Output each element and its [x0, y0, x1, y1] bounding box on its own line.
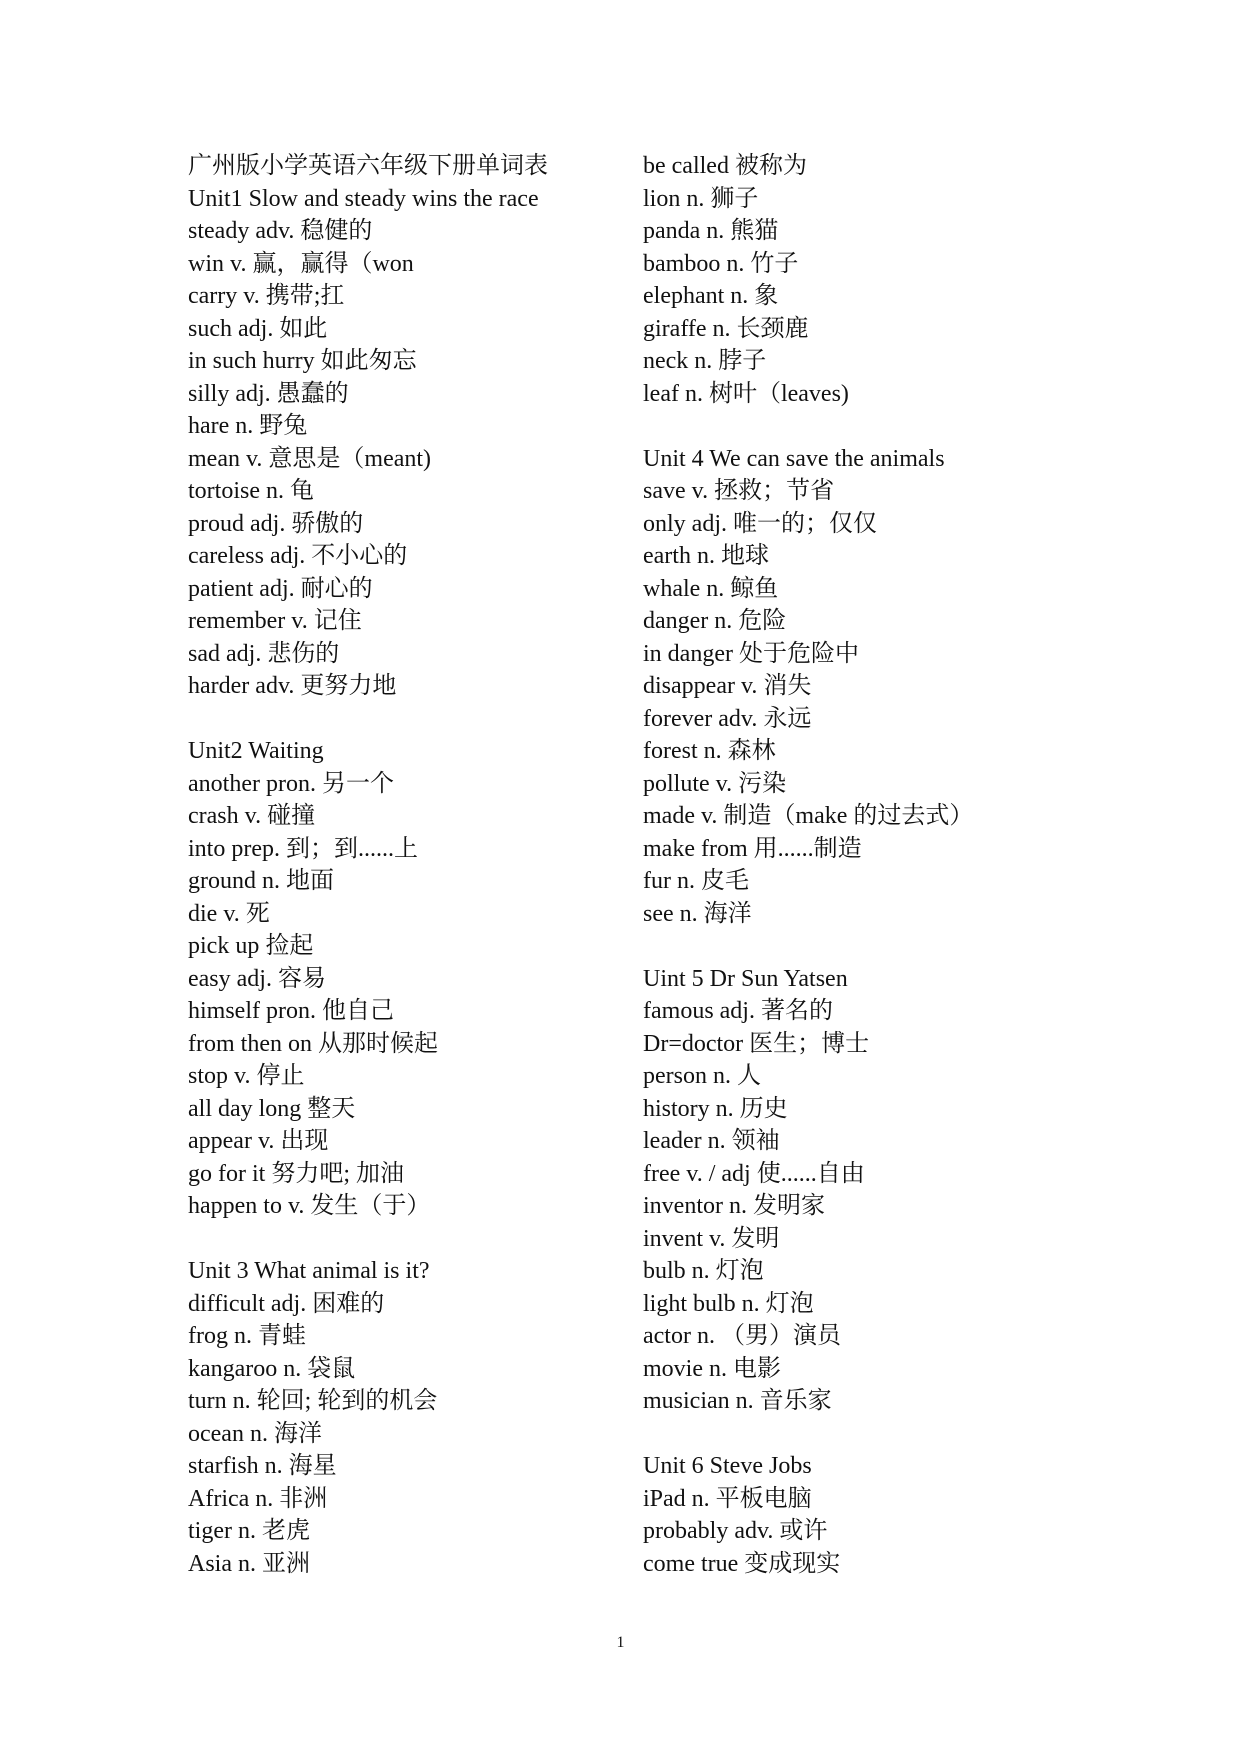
left-column-entry: proud adj. 骄傲的 [188, 510, 364, 537]
blank-line [643, 930, 1073, 963]
right-column-entry: forest n. 森林 [643, 738, 776, 764]
left-column-entry: starfish n. 海星 [188, 1453, 337, 1479]
right-column-entry: actor n. （男）演员 [643, 1323, 841, 1349]
left-column-entry: from then on 从那时候起 [188, 1030, 438, 1057]
left-column-entry: sad adj. 悲伤的 [188, 640, 340, 667]
right-column-entry: leader n. 领袖 [643, 1128, 780, 1154]
left-column-entry: crash v. 碰撞 [188, 803, 316, 829]
left-column-entry: himself pron. 他自己 [188, 998, 394, 1024]
right-column-entry: Unit 6 Steve Jobs [643, 1453, 812, 1479]
right-column-entry: elephant n. 象 [643, 283, 779, 309]
right-column-entry: famous adj. 著名的 [643, 998, 833, 1024]
right-column-entry: earth n. 地球 [643, 543, 769, 569]
left-column-entry: stop v. 停止 [188, 1063, 305, 1089]
right-column-entry: be called 被称为 [643, 153, 807, 179]
left-column-entry: Africa n. 非洲 [188, 1485, 328, 1512]
left-column-entry: kangaroo n. 袋鼠 [188, 1355, 356, 1382]
right-column-entry: musician n. 音乐家 [643, 1388, 832, 1414]
page-number: 1 [616, 1634, 625, 1651]
left-column [188, 150, 618, 1580]
right-column-entry: fur n. 皮毛 [643, 868, 749, 894]
right-column-entry: light bulb n. 灯泡 [643, 1290, 814, 1317]
left-column-entry: happen to v. 发生（于） [188, 1193, 431, 1219]
right-column-entry: probably adv. 或许 [643, 1518, 828, 1544]
right-column-entry: Uint 5 Dr Sun Yatsen [643, 965, 848, 992]
right-column-entry: see n. 海洋 [643, 900, 752, 927]
right-column-entry: disappear v. 消失 [643, 673, 812, 699]
right-column-entry: bulb n. 灯泡 [643, 1258, 764, 1284]
left-column-entry: difficult adj. 困难的 [188, 1290, 385, 1317]
left-column-entry: die v. 死 [188, 900, 270, 927]
blank-line [643, 1418, 1073, 1451]
left-column-entry: all day long 整天 [188, 1095, 356, 1122]
right-column-entry: panda n. 熊猫 [643, 218, 779, 244]
left-column-entry: such adj. 如此 [188, 315, 328, 342]
right-column-entry: giraffe n. 长颈鹿 [643, 315, 809, 342]
left-column-entry: Unit1 Slow and steady wins the race [188, 185, 539, 212]
right-column-entry: inventor n. 发明家 [643, 1193, 825, 1219]
left-column-entry: silly adj. 愚蠢的 [188, 380, 349, 407]
left-column-entry: win v. 赢，赢得（won [188, 250, 414, 277]
left-column-entry: ocean n. 海洋 [188, 1420, 322, 1447]
right-column-entry: only adj. 唯一的；仅仅 [643, 510, 877, 537]
right-column-entry: pollute v. 污染 [643, 770, 787, 797]
blank-line [188, 1223, 618, 1256]
left-column-entry: easy adj. 容易 [188, 965, 326, 992]
right-column [643, 150, 1073, 1580]
left-column-entry: careless adj. 不小心的 [188, 543, 408, 569]
left-column-entry: ground n. 地面 [188, 868, 334, 894]
right-column-entry: Unit 4 We can save the animals [643, 445, 945, 472]
blank-line [643, 410, 1073, 443]
right-column-entry: neck n. 脖子 [643, 348, 767, 374]
right-column-entry: person n. 人 [643, 1063, 761, 1089]
left-column-entry: pick up 捡起 [188, 933, 314, 959]
left-column-entry: another pron. 另一个 [188, 770, 394, 797]
right-column-entry: make from 用......制造 [643, 835, 862, 862]
left-column-entry: hare n. 野兔 [188, 413, 308, 439]
right-column-entry: iPad n. 平板电脑 [643, 1485, 812, 1512]
left-column-entry: carry v. 携带;扛 [188, 283, 345, 309]
left-column-entry: mean v. 意思是（meant) [188, 445, 432, 472]
left-column-entry: in such hurry 如此匆忘 [188, 348, 417, 374]
right-column-entry: made v. 制造（make 的过去式） [643, 803, 974, 829]
right-column-entry: in danger 处于危险中 [643, 640, 859, 667]
left-column-entry: Unit2 Waiting [188, 738, 324, 764]
left-column-entry: harder adv. 更努力地 [188, 673, 397, 699]
right-column-entry: free v. / adj 使......自由 [643, 1160, 865, 1187]
right-column-entry: Dr=doctor 医生；博士 [643, 1030, 870, 1057]
right-column-entry: danger n. 危险 [643, 608, 787, 634]
left-column-entry: tiger n. 老虎 [188, 1518, 310, 1544]
right-column-entry: save v. 拯救；节省 [643, 478, 835, 504]
left-column-entry: patient adj. 耐心的 [188, 575, 373, 602]
blank-line [188, 703, 618, 736]
right-column-entry: history n. 历史 [643, 1095, 788, 1122]
left-column-entry: turn n. 轮回; 轮到的机会 [188, 1388, 438, 1414]
left-column-entry: frog n. 青蛙 [188, 1323, 306, 1349]
left-column-entry: tortoise n. 龟 [188, 478, 314, 504]
right-column-entry: lion n. 狮子 [643, 185, 759, 212]
left-column-entry: appear v. 出现 [188, 1128, 329, 1154]
right-column-entry: come true 变成现实 [643, 1550, 841, 1577]
left-column-entry: go for it 努力吧; 加油 [188, 1160, 404, 1187]
left-column-entry: 广州版小学英语六年级下册单词表 [188, 153, 548, 179]
right-column-entry: movie n. 电影 [643, 1355, 781, 1382]
right-column-entry: bamboo n. 竹子 [643, 250, 799, 277]
right-column-entry: forever adv. 永远 [643, 705, 812, 732]
left-column-entry: Asia n. 亚洲 [188, 1550, 310, 1577]
left-column-entry: steady adv. 稳健的 [188, 218, 373, 244]
left-column-entry: Unit 3 What animal is it? [188, 1258, 430, 1284]
right-column-entry: whale n. 鲸鱼 [643, 575, 779, 602]
right-column-entry: invent v. 发明 [643, 1225, 780, 1252]
right-column-entry: leaf n. 树叶（leaves) [643, 380, 849, 407]
left-column-entry: remember v. 记住 [188, 608, 362, 634]
left-column-entry: into prep. 到；到......上 [188, 835, 418, 862]
